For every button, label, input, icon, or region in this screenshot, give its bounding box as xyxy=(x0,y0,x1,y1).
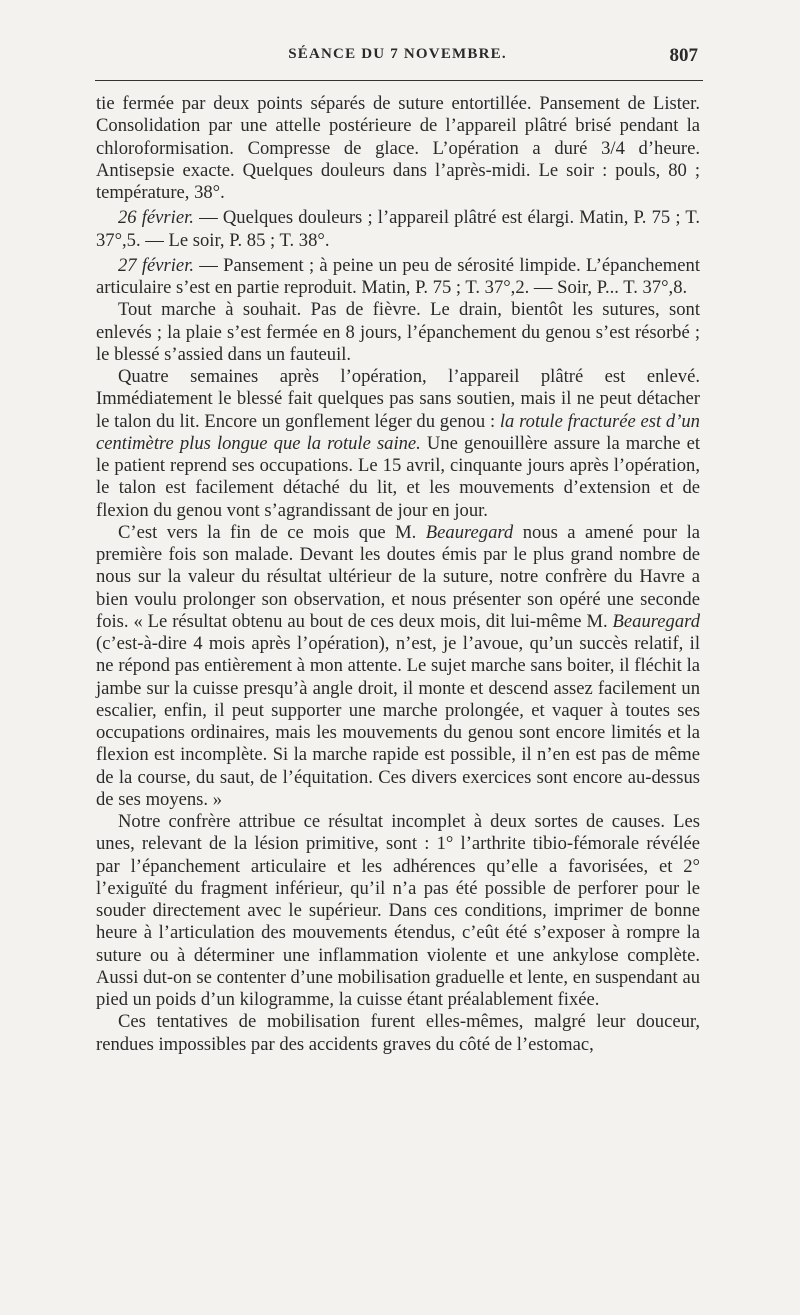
paragraph-5-emphasis: la rotule fracturée est d’un centimètre plus longue que la rotule saine. xyxy=(96,410,700,454)
paragraph-2 xyxy=(96,207,700,252)
paragraph-6-part-b: nous a amené pour la première fois son malade. Devant les doutes émis par le plus grand nombre de nous sur la valeur du résultat ultérieur de la suture, notre confrère du Havre a bien voulu prolonger son observation, et nous présenter son opéré une seconde fois. « Le résultat obtenu au bout de ces deux mois, dit lui-même M. xyxy=(96,521,700,632)
paragraph-2-text: — Quelques douleurs ; l’appareil plâtré est élargi. Matin, P. 75 ; T. 37°,5. — Le soir, P. 85 ; T. 38°. xyxy=(96,207,700,251)
body-text xyxy=(96,93,700,1056)
paragraph-1: tie fermée par deux points séparés de suture entortillée. Pansement de Lister. Consolidation par une attelle postérieure de l’appareil plâtré brisé pendant la chloroformisation. Compresse de glace. L’opération a duré 3/4 d’heure. Antisepsie exacte. Quelques douleurs dans l’après-midi. Le soir : pouls, 80 ; température, 38°. xyxy=(96,93,700,203)
paragraph-3 xyxy=(96,255,700,300)
paragraph-6-part-c: (c’est-à-dire 4 mois après l’opération), n’est, je l’avoue, qu’un succès relatif, il ne répond pas entièrement à mon attente. Le sujet marche sans boiter, il fléchit la jambe sur la cuisse presqu’à angle droit, il monte et descend assez facilement un escalier, enfin, il peut supporter une marche prolongée, et vaquer à toutes ses occupations ordinaires, mais les mouvements du genou sont encore limités et la flexion est incomplète. Si la marche rapide est possible, il n’en est pas de même de la course, du saut, de l’équitation. Ces divers exercices sont encore au-dessus de ses moyens. » xyxy=(96,633,700,810)
paragraph-6 xyxy=(96,522,700,811)
date-27-fevrier: 27 février. xyxy=(118,254,195,276)
header-rule xyxy=(95,80,703,81)
paragraph-6-part-a: C’est vers la fin de ce mois que M. xyxy=(118,521,426,543)
paragraph-8: Ces tentatives de mobilisation furent elles-mêmes, malgré leur douceur, rendues impossibles par des accidents graves du côté de l’estomac, xyxy=(96,1011,700,1055)
page-header xyxy=(95,46,700,72)
paragraph-7: Notre confrère attribue ce résultat incomplet à deux sortes de causes. Les unes, relevant de la lésion primitive, sont : 1° l’arthrite tibio-fémorale révélée par l’épanchement articulaire et les adhérences qu’elle a favorisées, et 2° l’exiguïté du fragment inférieur, qu’il n’a pas été possible de perforer pour le souder directement avec le supérieur. Dans ces conditions, imprimer de bonne heure à l’articulation des mouvements étendus, c’eût été s’exposer à rompre la suture ou à déterminer une inflammation violente et une ankylose complète. Aussi dut-on se contenter d’une mobilisation graduelle et lente, en suspendant au pied un poids d’un kilogramme, la cuisse étant préalablement fixée. xyxy=(96,811,700,1010)
paragraph-3-text: — Pansement ; à peine un peu de sérosité limpide. L’épanchement articulaire s’est en partie reproduit. Matin, P. 75 ; T. 37°,2. — Soir, P... T. 37°,8. xyxy=(96,254,700,298)
paragraph-4: Tout marche à souhait. Pas de fièvre. Le drain, bientôt les sutures, sont enlevés ; la plaie s’est fermée en 8 jours, l’épanchement du genou s’est résorbé ; le blessé s’assied dans un fauteuil. xyxy=(96,299,700,365)
author-name: Beauregard xyxy=(425,521,514,543)
paragraph-5-part-b: Une genouillère assure la marche et le patient reprend ses occupations. Le 15 avril, cinquante jours après l’opération, le talon est facilement détaché du lit, et les mouvements d’extension et de flexion du genou vont s’agrandissant de jour en jour. xyxy=(96,432,700,521)
running-title: SÉANCE DU 7 NOVEMBRE. xyxy=(288,46,507,62)
author-name: Beauregard xyxy=(612,610,700,632)
date-26-fevrier: 26 février. xyxy=(118,207,194,229)
page-number: 807 xyxy=(669,45,698,66)
paragraph-5 xyxy=(96,366,700,522)
paragraph-5-part-a: Quatre semaines après l’opération, l’appareil plâtré est enlevé. Immédiatement le blessé fait quelques pas sans soutien, mais il ne peut détacher le talon du lit. Encore un gonflement léger du genou : xyxy=(96,366,700,432)
